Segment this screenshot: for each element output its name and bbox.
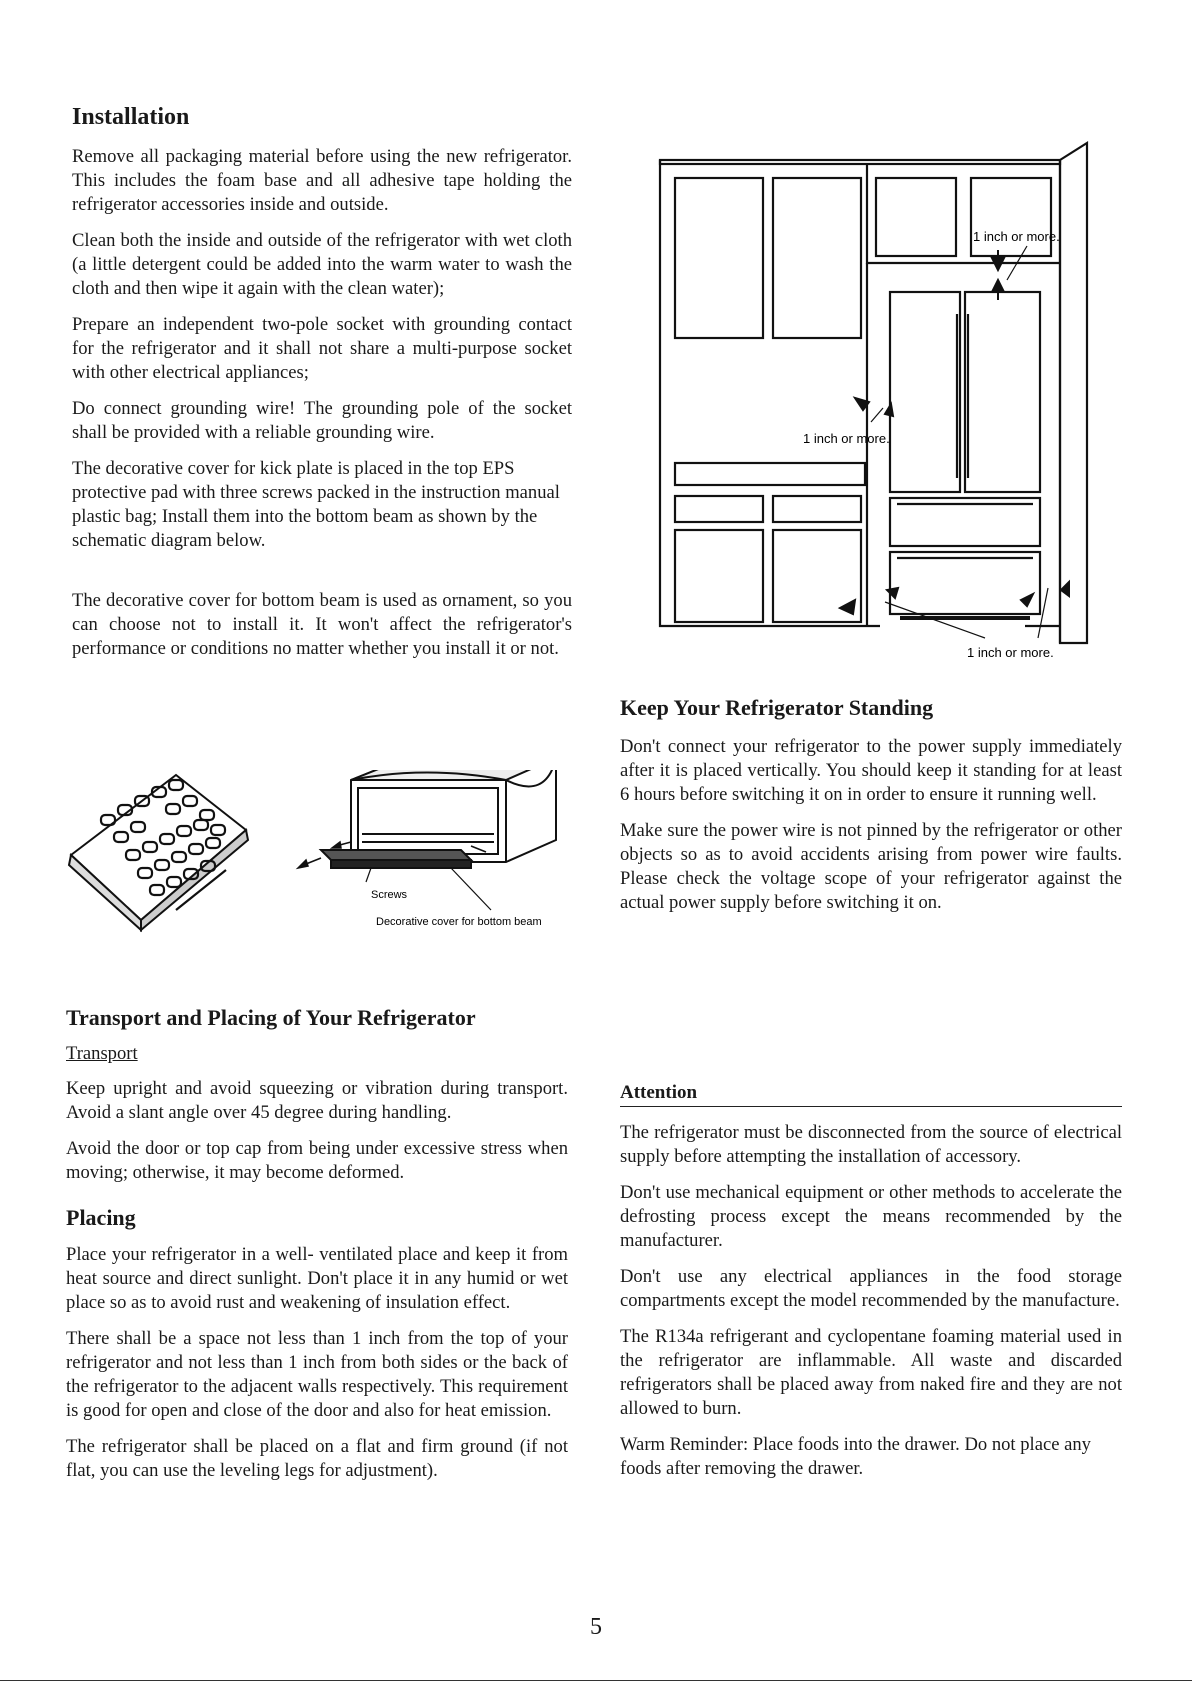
standing-section	[620, 695, 1122, 915]
attention-p1: The refrigerator must be disconnected from the source of electrical supply before attempting the installation of accessory.	[620, 1122, 1122, 1167]
attention-section	[620, 1082, 1122, 1481]
label-screws: Screws	[371, 889, 408, 901]
label-decorative-cover: Decorative cover for bottom beam	[376, 916, 542, 928]
page-number: 5	[590, 1614, 602, 1640]
bottom-rule	[0, 1680, 1192, 1681]
label-clearance-bottom: 1 inch or more.	[967, 645, 1054, 660]
installation-p1: Remove all packaging material before using the new refrigerator. This includes the foam base and all adhesive tape holding the refrigerator accessories inside and outside.	[72, 146, 572, 215]
placing-p3: The refrigerator shall be placed on a flat and firm ground (if not flat, you can use the leveling legs for adjustment).	[66, 1436, 568, 1481]
kick-plate-figure	[66, 770, 566, 960]
transport-p1: Keep upright and avoid squeezing or vibration during transport. Avoid a slant angle over 45 degree during handling.	[66, 1078, 568, 1123]
placing-p1: Place your refrigerator in a well- ventilated place and keep it from heat source and direct sunlight. Don't place it in any humid or wet place so as to avoid rust and weakening of insulation effect.	[66, 1244, 568, 1313]
attention-p5: Warm Reminder: Place foods into the drawer. Do not place any foods after removing the drawer.	[620, 1434, 1091, 1479]
transport-placing-section	[66, 1005, 568, 1483]
bottom-beam-drawing	[321, 770, 556, 868]
installation-p5: The decorative cover for kick plate is placed in the top EPS protective pad with three screws packed in the instruction manual plastic bag; Install them into the bottom beam as shown by the schematic diagram below.	[72, 458, 560, 551]
transport-subheading: Transport	[66, 1043, 138, 1064]
installation-p6: The decorative cover for bottom beam is used as ornament, so you can choose not to install it. It won't affect the refrigerator's performance or conditions no matter whether you install it or not.	[72, 590, 572, 659]
standing-p2: Make sure the power wire is not pinned by the refrigerator or other objects so as to avoid accidents arising from power wire faults. Please check the voltage scope of your refrigerator against the actual power supply before switching it on.	[620, 820, 1122, 913]
label-clearance-side: 1 inch or more.	[803, 431, 890, 446]
cover-leader	[451, 868, 491, 910]
standing-title: Keep Your Refrigerator Standing	[620, 695, 934, 720]
placing-title: Placing	[66, 1205, 136, 1230]
attention-p3: Don't use any electrical appliances in the food storage compartments except the model recommended by the manufacture.	[620, 1266, 1122, 1311]
installation-section	[72, 104, 572, 661]
installation-title: Installation	[72, 104, 190, 130]
label-clearance-top: 1 inch or more.	[973, 229, 1060, 244]
kitchen-cabinets	[660, 143, 1087, 643]
screws-leader	[366, 868, 371, 882]
attention-title: Attention	[620, 1082, 1122, 1107]
eps-pad-drawing	[69, 775, 248, 930]
placing-p2: There shall be a space not less than 1 inch from the top of your refrigerator and not less than 1 inch from both sides or the back of the refrigerator to the adjacent walls respectively. This requirement is good for open and close of the door and also for heat emission.	[66, 1328, 568, 1421]
clearance-figure	[655, 138, 1115, 668]
standing-p1: Don't connect your refrigerator to the power supply immediately after it is placed vertically. You should keep it standing for at least 6 hours before switching it on in order to ensure it running well.	[620, 736, 1122, 805]
installation-p4: Do connect grounding wire! The grounding pole of the socket shall be provided with a reliable grounding wire.	[72, 398, 572, 443]
transport-placing-title: Transport and Placing of Your Refrigerator	[66, 1005, 476, 1030]
installation-p2: Clean both the inside and outside of the refrigerator with wet cloth (a little detergent could be added into the warm water to wash the cloth and then wipe it again with the clean water);	[72, 230, 572, 299]
transport-p2: Avoid the door or top cap from being under excessive stress when moving; otherwise, it may become deformed.	[66, 1138, 568, 1183]
installation-p3: Prepare an independent two-pole socket with grounding contact for the refrigerator and it shall not share a multi-purpose socket with other electrical appliances;	[72, 314, 572, 383]
attention-p2: Don't use mechanical equipment or other methods to accelerate the defrosting process except the means recommended by the manufacturer.	[620, 1182, 1122, 1251]
refrigerator-drawing	[890, 292, 1040, 618]
attention-p4: The R134a refrigerant and cyclopentane foaming material used in the refrigerator are inflammable. All waste and discarded refrigerators shall be placed away from naked fire and they are not allowed to burn.	[620, 1326, 1122, 1419]
